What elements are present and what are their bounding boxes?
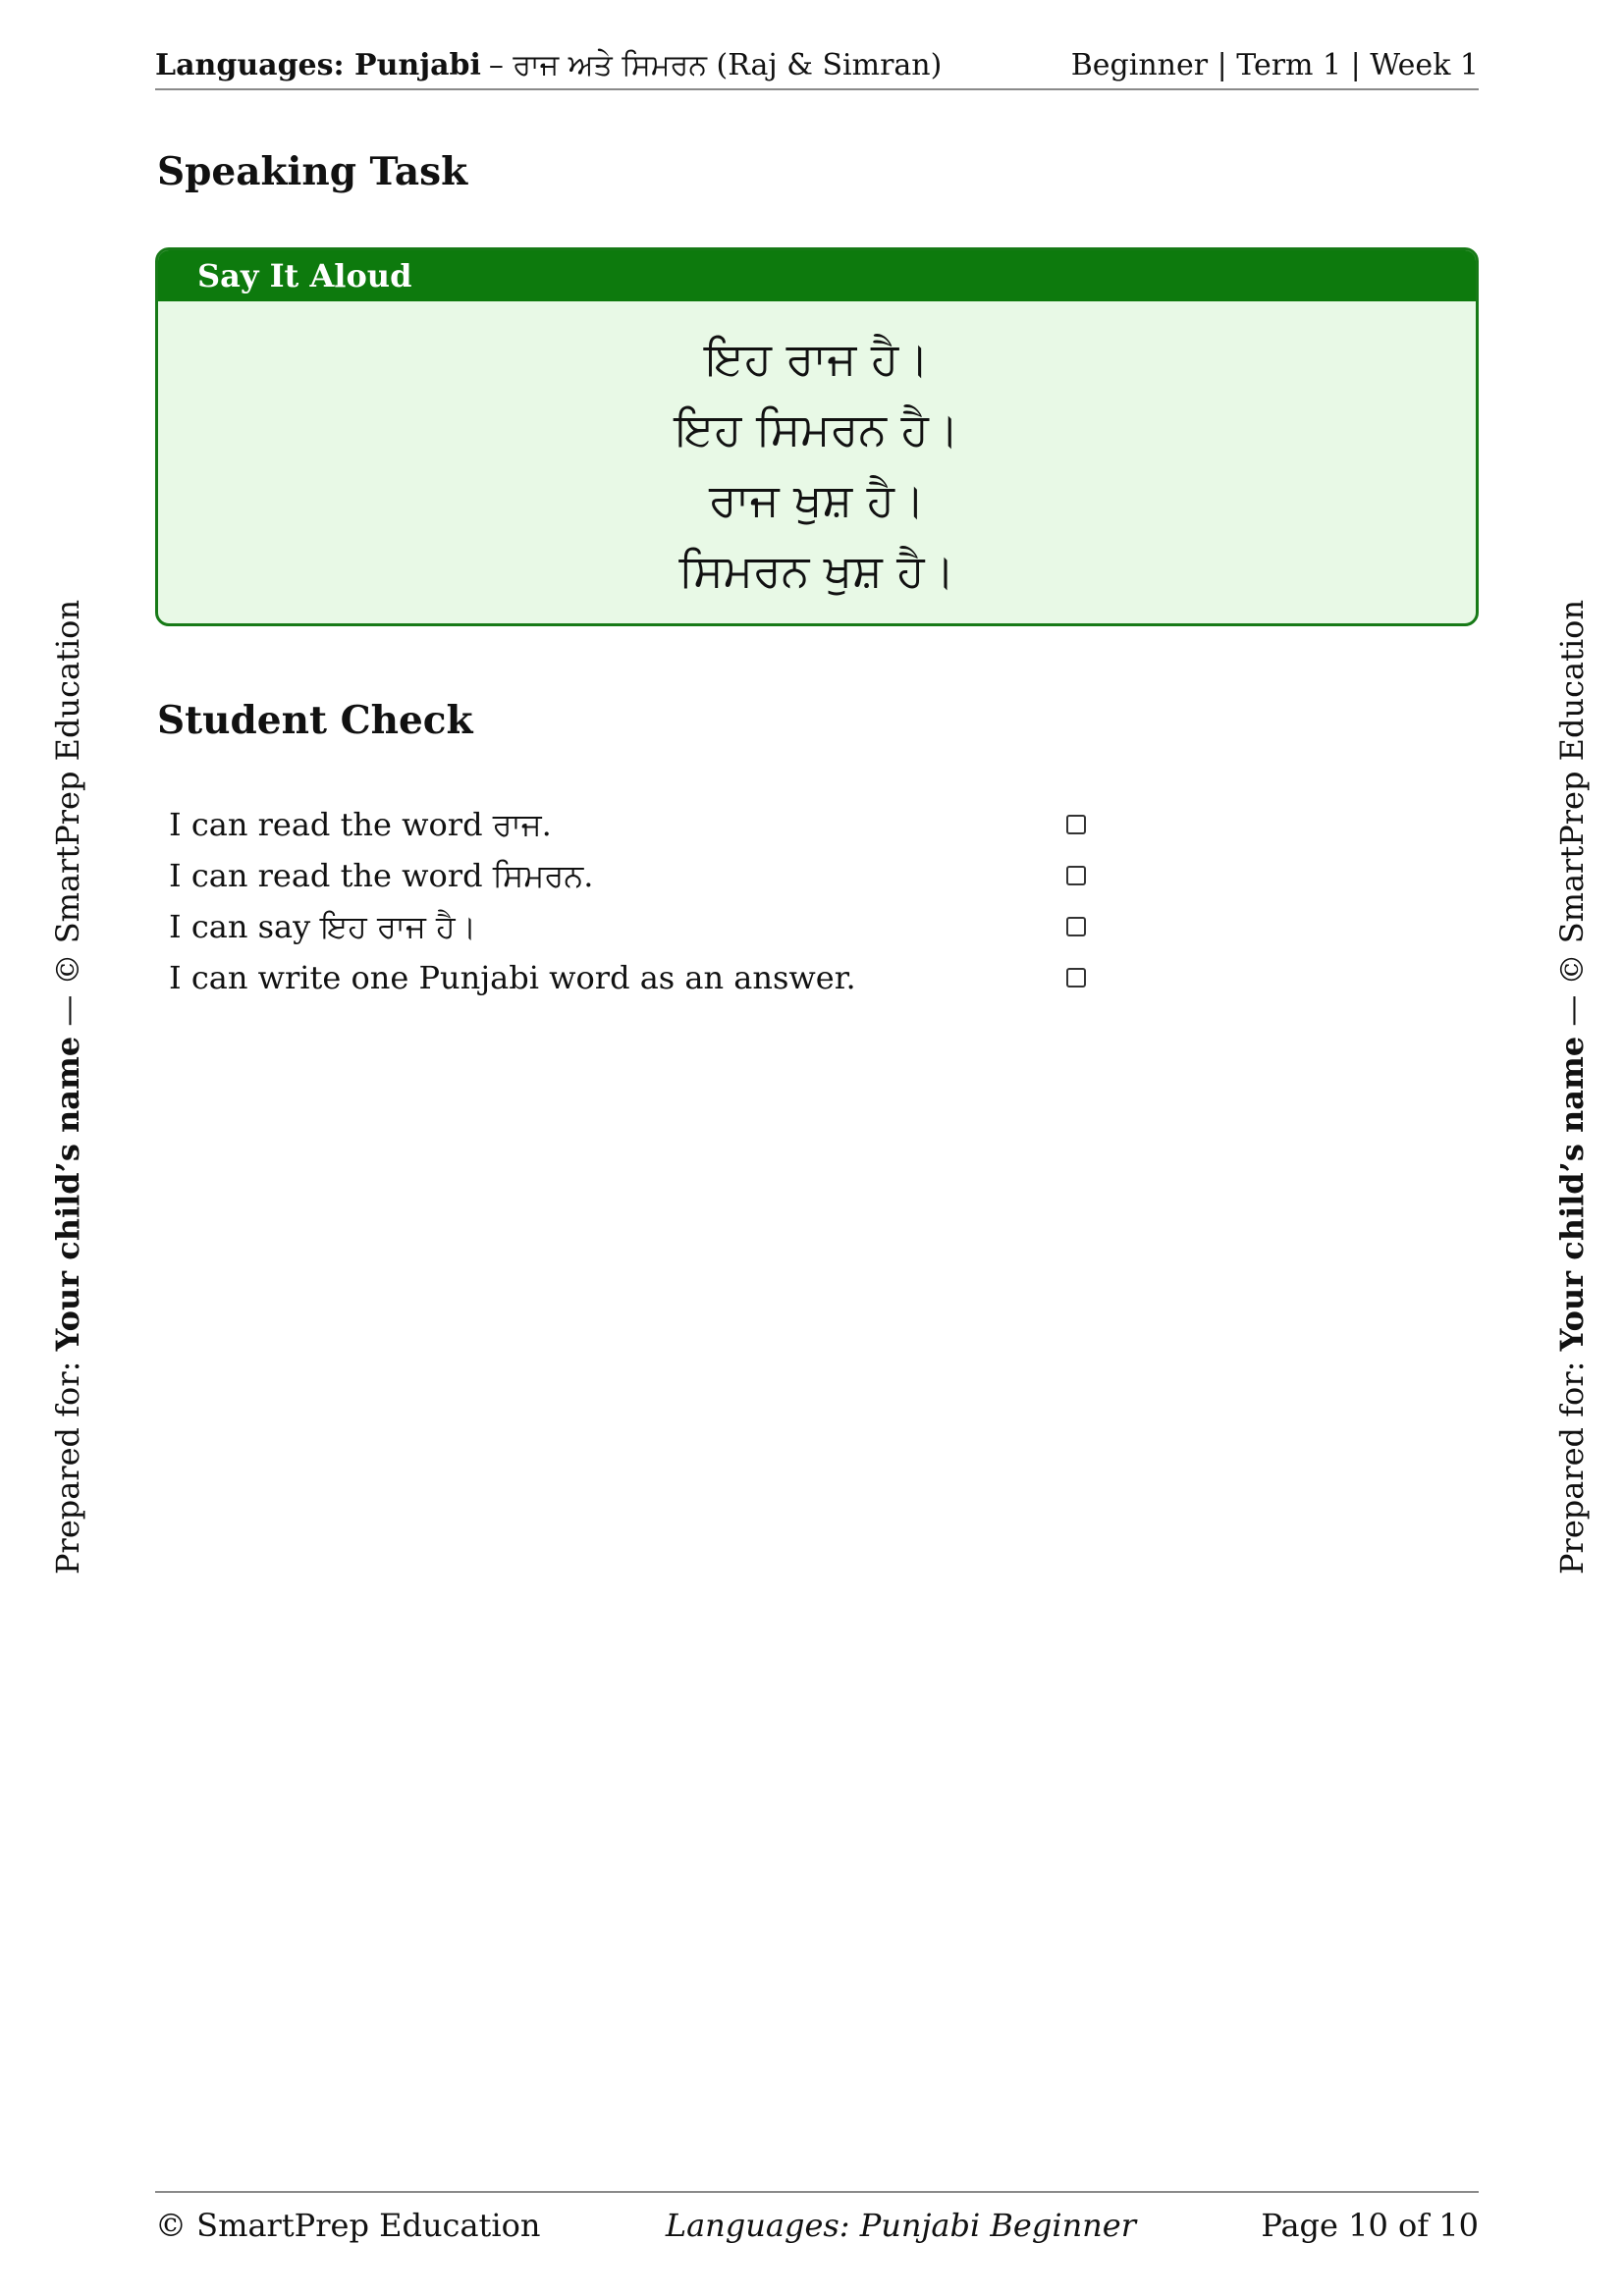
checklist-item-label: I can read the word ਸਿਮਰਨ. — [169, 856, 594, 894]
header-title — [155, 48, 942, 82]
footer-copyright: © SmartPrep Education — [155, 2207, 541, 2244]
say-it-aloud-box — [155, 247, 1479, 626]
checklist-item-label: I can read the word ਰਾਜ. — [169, 805, 552, 843]
checkbox[interactable] — [1066, 866, 1086, 885]
checklist-item — [169, 850, 1092, 901]
checklist-item-label: I can say ਇਹ ਰਾਜ ਹੈ। — [169, 907, 477, 945]
side-label-name: Your child’s name — [1553, 1036, 1591, 1352]
side-label-right — [1553, 599, 1593, 1575]
side-label-prefix: Prepared for: — [49, 1361, 86, 1575]
student-check-heading: Student Check — [157, 698, 473, 743]
page-header — [155, 43, 1479, 90]
say-line: ਸਿਮਰਨ ਖੁਸ਼ ਹੈ। — [678, 544, 955, 597]
footer-page-number: Page 10 of 10 — [1261, 2207, 1479, 2244]
checklist-item — [169, 799, 1092, 850]
side-label-left — [49, 599, 88, 1575]
checklist-item — [169, 901, 1092, 952]
say-it-aloud-lines — [158, 301, 1476, 606]
checkbox[interactable] — [1066, 917, 1086, 936]
checklist-item — [169, 952, 1092, 1003]
checkbox[interactable] — [1066, 815, 1086, 834]
header-level: Beginner | Term 1 | Week 1 — [1070, 48, 1479, 82]
side-label-name: Your child’s name — [49, 1036, 86, 1352]
header-subject: Languages: Punjabi — [155, 48, 481, 82]
header-title-rest: – ਰਾਜ ਅਤੇ ਸਿਮਰਨ (Raj & Simran) — [488, 48, 943, 82]
say-it-aloud-title: Say It Aloud — [158, 250, 1476, 301]
say-line: ਇਹ ਰਾਜ ਹੈ। — [704, 332, 930, 385]
footer-course: Languages: Punjabi Beginner — [665, 2207, 1137, 2244]
say-line: ਇਹ ਸਿਮਰਨ ਹੈ। — [675, 402, 959, 455]
page-footer — [155, 2191, 1479, 2250]
say-line: ਰਾਜ ਖੁਸ਼ ਹੈ। — [708, 473, 925, 526]
checklist-item-label: I can write one Punjabi word as an answer. — [169, 959, 856, 996]
checkbox[interactable] — [1066, 968, 1086, 988]
speaking-task-heading: Speaking Task — [157, 149, 468, 194]
side-label-suffix: — © SmartPrep Education — [49, 599, 86, 1027]
side-label-suffix: — © SmartPrep Education — [1553, 599, 1591, 1027]
side-label-prefix: Prepared for: — [1553, 1361, 1591, 1575]
student-checklist — [169, 799, 1092, 1003]
